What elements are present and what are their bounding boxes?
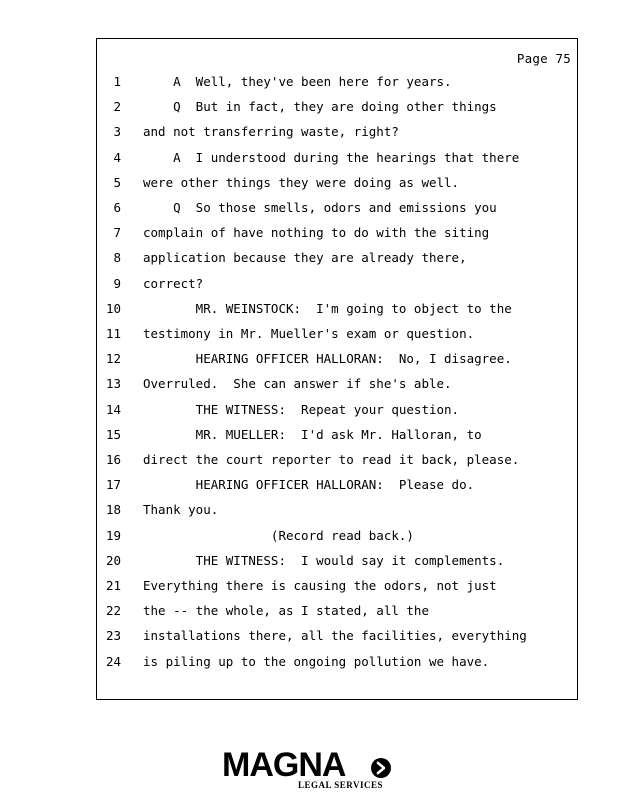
line-number: 5 bbox=[113, 174, 121, 190]
line-text: THE WITNESS: I would say it complements. bbox=[143, 552, 505, 568]
line-number: 4 bbox=[113, 149, 121, 165]
transcript-line bbox=[97, 200, 577, 216]
line-number: 2 bbox=[113, 99, 121, 115]
transcript-line bbox=[97, 452, 577, 468]
magna-logo bbox=[222, 748, 402, 792]
line-number: 17 bbox=[105, 477, 121, 493]
transcript-line bbox=[97, 427, 577, 443]
line-text: HEARING OFFICER HALLORAN: Please do. bbox=[143, 477, 475, 493]
line-number: 6 bbox=[113, 200, 121, 215]
transcript-line bbox=[97, 74, 577, 90]
transcript-line bbox=[97, 175, 577, 191]
transcript-line bbox=[97, 402, 577, 418]
line-text: A Well, they've been here for years. bbox=[143, 74, 452, 89]
line-number: 20 bbox=[105, 552, 121, 568]
transcript-line bbox=[97, 477, 577, 493]
line-text: correct? bbox=[143, 275, 204, 291]
logo-wordmark: MAGNA bbox=[222, 746, 346, 784]
line-number: 24 bbox=[105, 653, 121, 669]
transcript-line bbox=[97, 250, 577, 266]
transcript-line bbox=[97, 124, 577, 140]
transcript-line bbox=[97, 502, 577, 518]
transcript-line bbox=[97, 528, 577, 544]
line-text: installations there, all the facilities, everything bbox=[143, 628, 527, 644]
transcript-line bbox=[97, 276, 577, 292]
line-text: were other things they were doing as well. bbox=[143, 174, 460, 190]
line-number: 7 bbox=[113, 225, 121, 241]
transcript-line bbox=[97, 351, 577, 367]
line-number: 21 bbox=[105, 578, 121, 593]
transcript-line bbox=[97, 301, 577, 317]
line-text: MR. WEINSTOCK: I'm going to object to the bbox=[143, 300, 512, 316]
line-text: Q So those smells, odors and emissions you bbox=[143, 200, 497, 215]
line-number: 15 bbox=[105, 426, 121, 442]
line-text: complain of have nothing to do with the siting bbox=[143, 225, 490, 241]
line-number: 23 bbox=[105, 628, 121, 644]
line-number: 22 bbox=[105, 603, 121, 619]
line-number: 13 bbox=[105, 376, 121, 392]
line-text: Overruled. She can answer if she's able. bbox=[143, 376, 452, 392]
line-text: testimony in Mr. Mueller's exam or question. bbox=[143, 326, 475, 341]
line-text: is piling up to the ongoing pollution we have. bbox=[143, 653, 490, 669]
transcript-line bbox=[97, 628, 577, 644]
line-text: HEARING OFFICER HALLORAN: No, I disagree. bbox=[143, 351, 512, 367]
chevron-right-circle-icon bbox=[370, 757, 392, 779]
line-number: 18 bbox=[105, 502, 121, 518]
line-number: 11 bbox=[105, 326, 121, 341]
transcript-line bbox=[97, 376, 577, 392]
line-number: 8 bbox=[113, 250, 121, 266]
line-text: application because they are already there, bbox=[143, 250, 467, 266]
line-text: MR. MUELLER: I'd ask Mr. Halloran, to bbox=[143, 426, 482, 442]
line-text: Everything there is causing the odors, not just bbox=[143, 578, 497, 593]
line-number: 10 bbox=[105, 300, 121, 316]
transcript-line bbox=[97, 99, 577, 115]
line-number: 19 bbox=[105, 527, 121, 543]
line-number: 12 bbox=[105, 351, 121, 367]
transcript-line bbox=[97, 150, 577, 166]
logo-subtitle: LEGAL SERVICES bbox=[298, 780, 383, 790]
line-text: Thank you. bbox=[143, 502, 219, 518]
transcript-line bbox=[97, 654, 577, 670]
transcript-line bbox=[97, 603, 577, 619]
transcript-line bbox=[97, 553, 577, 569]
line-text: direct the court reporter to read it back, please. bbox=[143, 452, 520, 467]
line-number: 3 bbox=[113, 124, 121, 140]
transcript-line bbox=[97, 326, 577, 342]
line-number: 1 bbox=[113, 74, 121, 89]
line-text: and not transferring waste, right? bbox=[143, 124, 399, 140]
line-text: the -- the whole, as I stated, all the bbox=[143, 603, 429, 619]
line-text: (Record read back.) bbox=[143, 527, 414, 543]
transcript-line bbox=[97, 225, 577, 241]
transcript-line bbox=[97, 578, 577, 594]
line-number: 9 bbox=[113, 275, 121, 291]
line-number: 14 bbox=[105, 401, 121, 417]
line-number: 16 bbox=[105, 452, 121, 467]
transcript-page bbox=[96, 38, 578, 700]
line-text: Q But in fact, they are doing other things bbox=[143, 99, 497, 115]
line-text: A I understood during the hearings that there bbox=[143, 149, 520, 165]
page-number: Page 75 bbox=[516, 51, 571, 66]
line-text: THE WITNESS: Repeat your question. bbox=[143, 401, 460, 417]
